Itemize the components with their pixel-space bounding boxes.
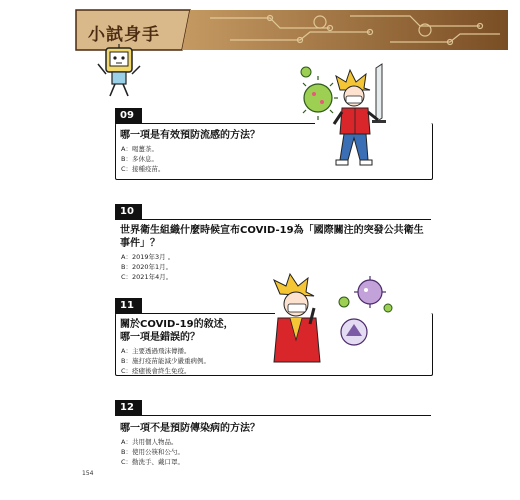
virus-icon	[354, 276, 386, 308]
question-text-09: 哪一項是有效預防流感的方法？	[120, 130, 260, 141]
page-title: 小試身手	[88, 25, 160, 45]
option-12-a: A：共用個人物品。	[121, 438, 178, 446]
question-text-10-line1: 世界衛生組織什麼時候宣布COVID-19為「國際關注的突發公共衛生	[120, 225, 424, 236]
option-09-c: C：接種疫苗。	[121, 165, 165, 173]
option-12-b: B：使用公筷和公勺。	[121, 448, 184, 456]
question-number-12: 12	[115, 400, 142, 416]
option-11-c: C：痊癒後會終生免疫。	[121, 367, 191, 375]
question-number-09: 09	[115, 108, 142, 124]
question-divider	[115, 219, 431, 220]
option-10-a: A：2019年3月 。	[121, 253, 175, 261]
option-09-a: A：喝薑茶。	[121, 145, 158, 153]
masked-hero-with-viruses-illustration	[270, 270, 400, 380]
virus-icon	[300, 67, 338, 120]
option-11-a: A：主要透過飛沫傳播。	[121, 347, 191, 355]
page-number: 154	[82, 470, 94, 477]
option-10-b: B：2020年1月。	[121, 263, 173, 271]
question-text-10-line2: 事件」？	[120, 238, 160, 249]
question-text-11-line1: 關於COVID-19的敘述，	[120, 319, 234, 330]
hero-with-sword-illustration	[300, 60, 400, 170]
option-09-b: B：多休息。	[121, 155, 158, 163]
virus-icon	[341, 319, 367, 345]
question-number-11: 11	[115, 298, 142, 314]
option-12-c: C：勤洗手、戴口罩。	[121, 458, 185, 466]
question-number-10: 10	[115, 204, 142, 220]
question-text-11-line2: 哪一項是錯誤的？	[120, 332, 200, 343]
question-text-12: 哪一項不是預防傳染病的方法？	[120, 423, 260, 434]
robot-mascot-icon	[96, 44, 144, 98]
option-10-c: C：2021年4月。	[121, 273, 173, 281]
question-divider	[115, 415, 431, 416]
option-11-b: B：施打疫苗能減少嚴重病例。	[121, 357, 210, 365]
